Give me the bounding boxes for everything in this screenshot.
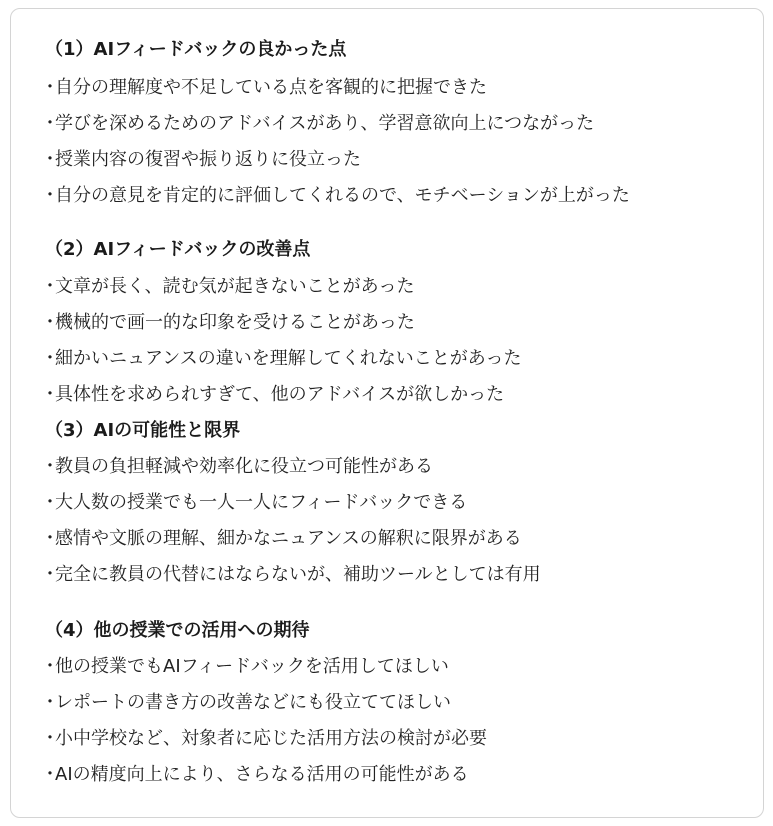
bullet: ・ (41, 564, 59, 585)
section-3-item: ・完全に教員の代替にはならないが、補助ツールとしては有用 (41, 564, 541, 585)
section-4-heading: （4）他の授業での活用への期待 (45, 620, 310, 641)
section-1-item: ・自分の理解度や不足している点を客観的に把握できた (41, 77, 487, 98)
section-2-item: ・細かいニュアンスの違いを理解してくれないことがあった (41, 348, 522, 369)
bullet: ・ (41, 77, 59, 98)
section-4-item: ・小中学校など、対象者に応じた活用方法の検討が必要 (41, 728, 487, 749)
bullet: ・ (41, 113, 59, 134)
section-1-heading: （1）AIフィードバックの良かった点 (45, 39, 347, 60)
section-1-item: ・自分の意見を肯定的に評価してくれるので、モチベーションが上がった (41, 185, 630, 206)
feedback-summary-card (10, 8, 764, 818)
bullet: ・ (41, 312, 59, 333)
bullet: ・ (41, 384, 59, 405)
bullet: ・ (41, 149, 59, 170)
bullet: ・ (41, 656, 59, 677)
bullet: ・ (41, 185, 59, 206)
section-4-item: ・AIの精度向上により、さらなる活用の可能性がある (41, 764, 469, 785)
section-3-item: ・感情や文脈の理解、細かなニュアンスの解釈に限界がある (41, 528, 522, 549)
section-3-heading: （3）AIの可能性と限界 (45, 420, 241, 441)
bullet: ・ (41, 456, 59, 477)
section-2-item: ・具体性を求められすぎて、他のアドバイスが欲しかった (41, 384, 505, 405)
bullet: ・ (41, 348, 59, 369)
section-3-item: ・大人数の授業でも一人一人にフィードバックできる (41, 492, 468, 513)
section-4-item: ・レポートの書き方の改善などにも役立ててほしい (41, 692, 451, 713)
bullet: ・ (41, 692, 59, 713)
section-2-item: ・文章が長く、読む気が起きないことがあった (41, 276, 415, 297)
section-3-item: ・教員の負担軽減や効率化に役立つ可能性がある (41, 456, 433, 477)
bullet: ・ (41, 764, 59, 785)
bullet: ・ (41, 492, 59, 513)
section-1-item: ・学びを深めるためのアドバイスがあり、学習意欲向上につながった (41, 113, 595, 134)
bullet: ・ (41, 728, 59, 749)
section-1-item: ・授業内容の復習や振り返りに役立った (41, 149, 361, 170)
section-2-heading: （2）AIフィードバックの改善点 (45, 239, 311, 260)
section-2-item: ・機械的で画一的な印象を受けることがあった (41, 312, 415, 333)
bullet: ・ (41, 528, 59, 549)
bullet: ・ (41, 276, 59, 297)
section-4-item: ・他の授業でもAIフィードバックを活用してほしい (41, 656, 449, 677)
